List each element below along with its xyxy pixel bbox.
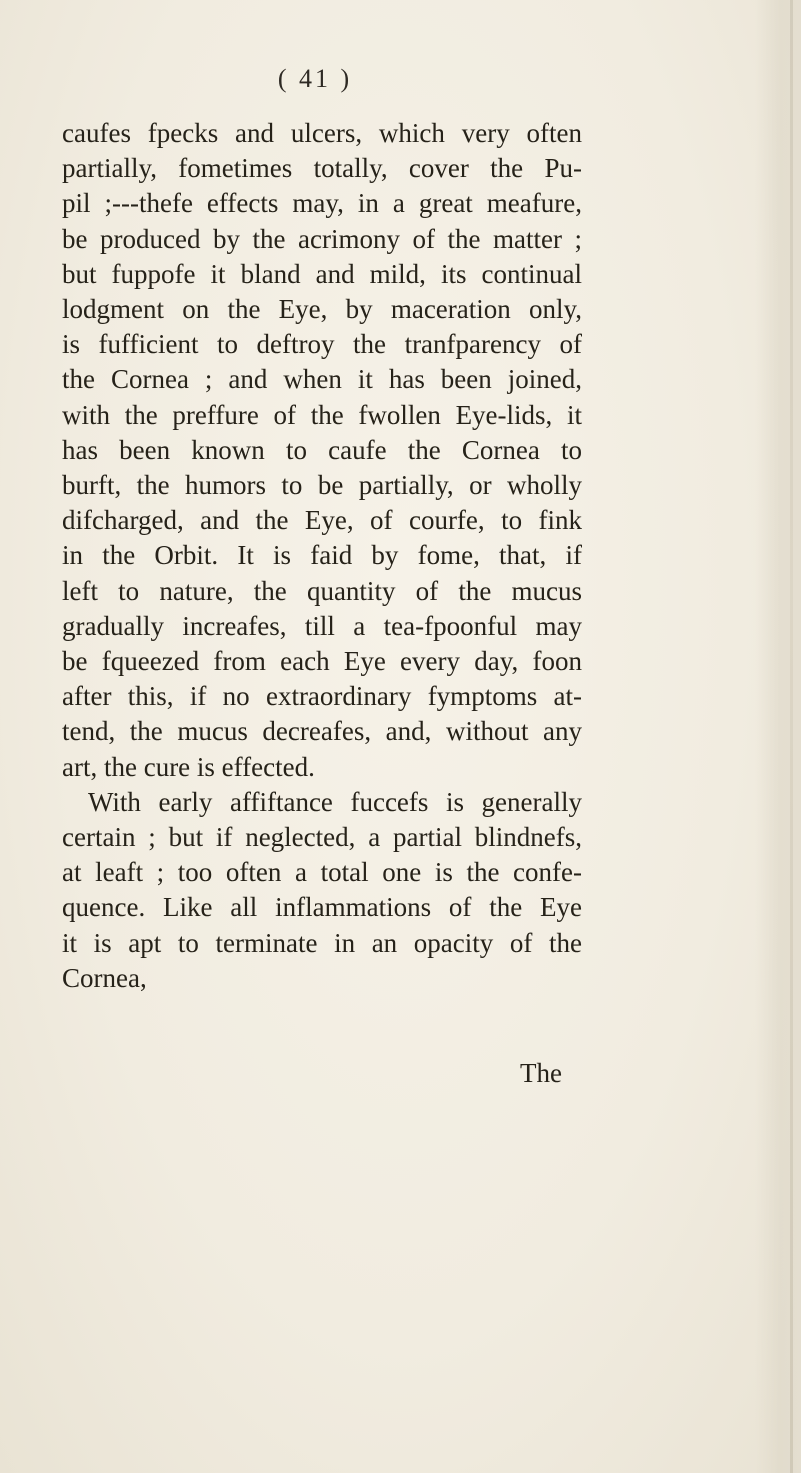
page-number: ( 41 ) xyxy=(277,64,353,93)
text-line: tend, the mucus decreafes, and, without any xyxy=(62,716,582,747)
text-line: difcharged, and the Eye, of courfe, to fink xyxy=(62,505,582,536)
text-line: burft, the humors to be partially, or wholly xyxy=(62,470,582,501)
text-line: Cornea, xyxy=(62,962,147,993)
body-text xyxy=(62,116,582,996)
text-line: art, the cure is effected. xyxy=(62,751,315,782)
text-line: With early affiftance fuccefs is generally xyxy=(88,786,582,817)
text-line: after this, if no extraordinary fymptoms at- xyxy=(62,681,582,712)
text-line: is fufficient to deftroy the tranfparency of xyxy=(62,329,582,360)
text-line: it is apt to terminate in an opacity of the xyxy=(62,927,582,958)
text-line: in the Orbit. It is faid by fome, that, if xyxy=(62,540,582,571)
page-edge-line xyxy=(790,0,793,1473)
text-line: at leaft ; too often a total one is the confe- xyxy=(62,857,582,888)
text-line: has been known to caufe the Cornea to xyxy=(62,434,582,465)
text-line: partially, fometimes totally, cover the Pu- xyxy=(62,153,582,184)
text-line: gradually increafes, till a tea-fpoonful may xyxy=(62,610,582,641)
text-line: the Cornea ; and when it has been joined, xyxy=(62,364,582,395)
text-line: lodgment on the Eye, by maceration only, xyxy=(62,294,582,325)
page-edge-shadow xyxy=(755,0,801,1473)
text-line: left to nature, the quantity of the mucus xyxy=(62,575,582,606)
text-line: but fuppofe it bland and mild, its continual xyxy=(62,258,582,289)
text-line: be fqueezed from each Eye every day, foon xyxy=(62,646,582,677)
text-line: caufes fpecks and ulcers, which very often xyxy=(62,118,582,148)
text-line: with the preffure of the fwollen Eye-lids, it xyxy=(62,399,582,430)
text-line: certain ; but if neglected, a partial blindnefs, xyxy=(62,822,582,853)
text-line: quence. Like all inflammations of the Eye xyxy=(62,892,582,923)
text-line: be produced by the acrimony of the matter ; xyxy=(62,223,582,254)
catchword: The xyxy=(520,1058,562,1088)
text-line: pil ;---thefe effects may, in a great meafure, xyxy=(62,188,582,219)
